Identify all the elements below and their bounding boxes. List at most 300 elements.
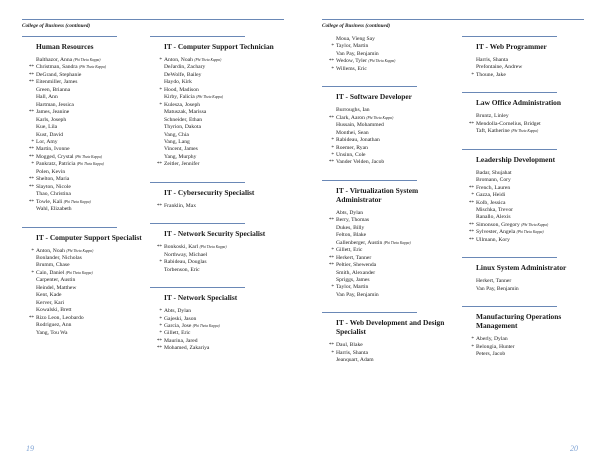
graduate-name: Maurina, Jared [164, 337, 198, 344]
graduate-name: Vincent, James [164, 146, 198, 153]
program-title: IT - Virtualization System Administrator [336, 185, 419, 204]
column-1 [22, 36, 147, 350]
graduate-name: Herkert, Tanner [336, 254, 372, 261]
graduate-name: Clark, Aaron [336, 114, 365, 121]
graduate-name: Badar, Shujahat [476, 169, 512, 176]
graduate-entry [462, 207, 587, 214]
phi-theta-kappa-note: (Phi Theta Kappa) [368, 59, 396, 64]
honors-mark: * [331, 144, 334, 151]
graduate-name: Kirby, Falicia [164, 94, 195, 101]
graduate-entry [150, 244, 275, 251]
graduate-entry [322, 36, 447, 43]
honors-mark: ** [468, 199, 474, 206]
graduate-name: Green, Brianna [36, 86, 71, 93]
honors-mark: ** [28, 146, 34, 153]
program-section [322, 180, 447, 299]
graduate-name: Van Pay, Benjamin [476, 285, 519, 292]
graduate-name: Karls, Joseph [36, 116, 67, 123]
graduate-entry [462, 170, 587, 177]
graduate-entry [150, 323, 275, 330]
phi-theta-kappa-note: (Phi Theta Kappa) [196, 95, 224, 100]
graduate-name: Taylor, Martin [336, 284, 369, 291]
graduate-name: Smith, Alexander [336, 269, 376, 276]
graduate-entry [150, 338, 275, 345]
graduate-entry [22, 322, 147, 329]
graduate-name: Wedow, Tyler [336, 58, 368, 65]
graduate-entry [22, 146, 147, 153]
graduate-entry [22, 72, 147, 79]
graduate-name: DeGrand, Stephanie [36, 71, 82, 78]
section-rule [150, 287, 245, 288]
graduate-name: Kolb, Jessica [476, 199, 506, 206]
graduate-entry [150, 64, 275, 71]
graduate-name: Aberly, Dylan [476, 336, 508, 343]
graduate-entry [22, 285, 147, 292]
program-section [150, 223, 275, 274]
program-section [22, 36, 147, 214]
graduate-entry [150, 308, 275, 315]
graduate-entry [150, 330, 275, 337]
graduate-entry [322, 107, 447, 114]
program-title: Law Office Administration [476, 98, 561, 108]
honors-mark: ** [468, 120, 474, 127]
honors-mark: * [31, 138, 34, 145]
graduate-name: Felton, Blake [336, 232, 367, 239]
graduate-entry [462, 177, 587, 184]
program-section [150, 287, 275, 353]
graduate-entry [322, 145, 447, 152]
graduate-entry [150, 203, 275, 210]
graduate-name: Kust, David [36, 131, 64, 138]
graduate-entry [22, 315, 147, 322]
graduate-name: Peltier, Shewenda [336, 262, 377, 269]
phi-theta-kappa-note: (Phi Theta Kappa) [521, 222, 549, 227]
honors-mark: * [31, 269, 34, 276]
honors-mark: ** [328, 159, 334, 166]
section-rule [322, 86, 417, 87]
graduate-name: Hall, Ann [36, 94, 58, 101]
honors-mark: * [159, 308, 162, 315]
graduate-entry [462, 214, 587, 221]
graduate-name: Rodriguez, Ann [36, 322, 72, 329]
section-rule [462, 149, 557, 150]
honors-mark: ** [28, 314, 34, 321]
graduate-entry [462, 72, 587, 79]
graduate-entry [322, 122, 447, 129]
graduate-name: Mendolla-Cornelius, Bridget [476, 120, 541, 127]
honors-mark: ** [328, 217, 334, 224]
section-rule [150, 223, 245, 224]
graduate-name: Ranallo, Alexis [476, 214, 511, 221]
program-title: IT - Web Development and Design Specialist [336, 318, 445, 337]
graduate-entry [22, 330, 147, 337]
phi-theta-kappa-note: (Phi Theta Kappa) [75, 154, 102, 159]
honors-mark: ** [328, 342, 334, 349]
program-title: IT - Web Programmer [476, 42, 547, 51]
graduate-name: Berry, Thomas [336, 217, 370, 224]
section-rule [462, 92, 557, 93]
graduate-name: Rizo Leon, Leobardo [36, 314, 84, 321]
phi-theta-kappa-note: (Phi Theta Kappa) [79, 65, 106, 70]
graduate-entry [22, 169, 147, 176]
phi-theta-kappa-note: (Phi Theta Kappa) [366, 115, 394, 120]
program-title: IT - Network Specialist [164, 293, 238, 303]
graduate-entry [462, 185, 587, 192]
graduate-entry [322, 210, 447, 217]
graduate-entry [322, 262, 447, 269]
graduate-entry [22, 206, 147, 213]
graduate-name: Thao, Christina [36, 191, 71, 198]
graduate-name: Hartman, Jessica [36, 101, 74, 108]
honors-mark: * [159, 315, 162, 322]
program-title: IT - Computer Support Specialist [36, 232, 142, 242]
graduate-entry [322, 51, 447, 58]
header-rule [322, 19, 584, 20]
section-rule [150, 36, 245, 37]
honors-mark: ** [156, 244, 162, 251]
graduate-entry [22, 109, 147, 116]
graduate-entry [322, 58, 447, 65]
graduate-entry [150, 316, 275, 323]
graduate-name: Thyrion, Dakota [164, 124, 201, 131]
page-number-left: 19 [26, 444, 34, 453]
graduate-name: Christman, Sandra [36, 64, 78, 71]
graduate-entry [150, 259, 275, 266]
program-section [462, 92, 587, 135]
honors-mark: * [471, 71, 474, 78]
graduate-name: Abts, Dylan [164, 308, 192, 315]
graduate-name: Shelton, Maria [36, 176, 70, 183]
honors-mark: * [159, 259, 162, 266]
graduate-name: Gillett, Eric [164, 330, 191, 337]
honors-mark: ** [28, 109, 34, 116]
graduate-name: Peters, Jacob [476, 351, 506, 358]
page-number-right: 20 [570, 444, 578, 453]
honors-mark: * [159, 322, 162, 329]
graduate-name: Torbenson, Eric [164, 266, 200, 273]
graduate-name: Roemer, Ryan [336, 144, 368, 151]
graduate-entry [462, 351, 587, 358]
graduate-name: Kue, Lila [36, 124, 58, 131]
honors-mark: * [331, 43, 334, 50]
honors-mark: * [471, 343, 474, 350]
program-title: Human Resources [36, 42, 94, 51]
graduate-entry [22, 191, 147, 198]
graduate-entry [322, 159, 447, 166]
section-rule [322, 180, 417, 181]
honors-mark: * [159, 86, 162, 93]
graduate-name: Kent, Kade [36, 292, 62, 299]
graduate-entry [322, 115, 447, 122]
graduate-entry [322, 217, 447, 224]
graduate-name: Gajeski, Jason [164, 315, 197, 322]
graduate-entry [462, 278, 587, 285]
graduate-entry [22, 132, 147, 139]
graduate-entry [150, 57, 275, 64]
graduate-entry [322, 137, 447, 144]
graduate-name: Thoune, Jake [476, 71, 506, 78]
program-title: Leadership Development [476, 154, 556, 164]
graduate-name: Bonkoski, Karl [164, 244, 199, 251]
program-title: IT - Computer Support Technician [164, 42, 274, 51]
honors-mark: ** [328, 58, 334, 65]
program-title: IT - Software Developer [336, 92, 412, 102]
program-section [150, 182, 275, 210]
graduate-entry [462, 192, 587, 199]
graduate-entry [22, 161, 147, 168]
honors-mark: ** [156, 202, 162, 209]
graduate-entry [462, 222, 587, 229]
honors-mark: ** [468, 229, 474, 236]
honors-mark: * [159, 330, 162, 337]
phi-theta-kappa-note: (Phi Theta Kappa) [194, 58, 222, 62]
graduate-entry [462, 229, 587, 236]
graduate-entry [322, 66, 447, 73]
honors-mark: ** [28, 183, 34, 190]
graduate-entry [22, 277, 147, 284]
graduate-entry [150, 161, 275, 168]
honors-mark: * [159, 57, 162, 63]
honors-mark: * [31, 161, 34, 168]
graduate-entry [22, 255, 147, 262]
graduate-name: Brumm, Chase [36, 262, 70, 269]
program-title: Linux System Administrator [476, 263, 567, 273]
honors-mark: * [331, 349, 334, 356]
graduate-name: Anton, Noah [164, 57, 193, 63]
graduate-name: Kulesza, Joseph [164, 101, 201, 108]
graduate-entry [150, 345, 275, 352]
honors-mark: ** [156, 337, 162, 344]
graduate-name: Rabideau, Douglas [164, 259, 207, 266]
phi-theta-kappa-note: (Phi Theta Kappa) [65, 270, 93, 275]
graduate-entry [462, 237, 587, 244]
section-rule [462, 257, 557, 258]
graduate-name: Pankratz, Patricia [36, 161, 76, 168]
graduate-entry [150, 102, 275, 109]
phi-theta-kappa-note: (Phi Theta Kappa) [73, 58, 101, 62]
graduate-name: Harris, Shanta [336, 349, 369, 356]
phi-theta-kappa-note: (Phi Theta Kappa) [516, 230, 544, 235]
phi-theta-kappa-note: (Phi Theta Kappa) [76, 162, 104, 167]
graduate-name: Franklin, Max [164, 202, 197, 209]
honors-mark: ** [28, 176, 34, 183]
section-rule [150, 182, 245, 183]
graduate-name: Burroughs, Ian [336, 107, 370, 114]
graduate-entry [150, 72, 275, 79]
section-rule [462, 306, 557, 307]
graduate-name: Bonlander, Nicholas [36, 254, 82, 261]
graduate-entry [22, 57, 147, 64]
graduate-entry [150, 94, 275, 101]
honors-mark: * [31, 247, 34, 254]
graduate-name: Cain, Daniel [36, 269, 65, 276]
honors-mark: ** [328, 254, 334, 261]
graduate-name: Taylor, Martin [336, 43, 369, 50]
graduate-entry [22, 184, 147, 191]
graduate-entry [322, 152, 447, 159]
graduate-entry [150, 132, 275, 139]
program-section [322, 312, 447, 364]
graduate-entry [462, 113, 587, 120]
graduate-entry [462, 64, 587, 71]
running-header: College of Business (continued) [322, 23, 391, 29]
graduate-name: Balthazor, Anna [36, 57, 73, 63]
graduate-name: Willems, Eric [336, 65, 367, 72]
graduate-name: James, Jeanine [36, 109, 70, 116]
phi-theta-kappa-note: (Phi Theta Kappa) [511, 129, 539, 134]
graduate-entry [462, 344, 587, 351]
graduate-name: Simonson, Gregory [476, 221, 520, 228]
graduate-entry [22, 94, 147, 101]
graduate-name: Hood, Madison [164, 86, 199, 93]
honors-mark: ** [28, 79, 34, 86]
graduate-name: Herkert, Tanner [476, 278, 512, 285]
graduate-name: Ullmann, Kory [476, 236, 510, 243]
graduate-entry [150, 267, 275, 274]
graduate-name: Sylvester, Angela [476, 229, 516, 236]
graduate-entry [462, 128, 587, 135]
graduate-entry [150, 139, 275, 146]
graduate-name: French, Lauren [476, 184, 511, 191]
honors-mark: * [331, 137, 334, 144]
graduate-name: Lor, Amy [36, 138, 58, 145]
graduate-name: Moua, Vieng Say [336, 36, 375, 42]
program-section [322, 36, 447, 73]
honors-mark: * [331, 247, 334, 254]
graduate-entry [322, 342, 447, 349]
running-header: College of Business (continued) [22, 23, 91, 29]
honors-mark: ** [28, 198, 34, 205]
graduate-name: Jeanquart, Adam [336, 357, 374, 364]
program-title: IT - Cybersecurity Specialist [164, 187, 255, 197]
graduate-entry [462, 286, 587, 293]
honors-mark: ** [156, 161, 162, 168]
graduate-name: Van Pay, Benjamin [336, 50, 379, 57]
graduate-name: DeWolfe, Bailey [164, 71, 202, 78]
graduate-entry [322, 232, 447, 239]
graduate-entry [22, 248, 147, 255]
graduate-entry [22, 270, 147, 277]
phi-theta-kappa-note: (Phi Theta Kappa) [63, 199, 91, 204]
honors-mark: ** [28, 153, 34, 160]
graduate-entry [322, 43, 447, 50]
section-rule [462, 36, 557, 37]
graduate-name: Gallenberger, Austin [336, 239, 383, 246]
left-page [12, 0, 292, 463]
program-section [462, 36, 587, 79]
graduate-name: Martin, Ivonne [36, 146, 70, 153]
section-rule [22, 227, 117, 228]
graduate-name: Haydo, Kirk [164, 79, 192, 86]
program-section [22, 227, 147, 337]
graduate-entry [150, 79, 275, 86]
graduate-name: Prefontaine, Andrew [476, 64, 523, 71]
graduate-entry [22, 124, 147, 131]
graduate-name: Taft, Katherine [476, 128, 510, 135]
graduate-name: Abts, Dylan [336, 209, 364, 216]
honors-mark: * [159, 101, 162, 108]
graduate-name: Mohamed, Zakariya [164, 345, 210, 352]
honors-mark: * [471, 192, 474, 199]
section-rule [322, 312, 417, 313]
graduate-name: Hussain, Mohammed [336, 122, 384, 129]
program-section [150, 36, 275, 169]
phi-theta-kappa-note: (Phi Theta Kappa) [192, 323, 220, 328]
graduate-name: Matuszak, Marissa [164, 109, 207, 116]
graduate-entry [322, 284, 447, 291]
graduate-name: Mischka, Trevor [476, 206, 513, 213]
honors-mark: * [331, 65, 334, 72]
graduate-entry [462, 336, 587, 343]
program-section [462, 149, 587, 245]
honors-mark: ** [28, 71, 34, 78]
graduate-name: DeJardin, Zachary [164, 64, 206, 71]
graduate-name: Polen, Kevin [36, 168, 66, 175]
honors-mark: ** [468, 184, 474, 191]
graduate-entry [322, 357, 447, 364]
honors-mark: ** [468, 221, 474, 228]
graduate-name: Vang, Chia [164, 131, 189, 138]
column-4 [462, 36, 587, 372]
graduate-entry [22, 199, 147, 206]
graduate-entry [322, 350, 447, 357]
graduate-entry [150, 124, 275, 131]
graduate-entry [322, 292, 447, 299]
graduate-name: Mogged, Crystal [36, 153, 74, 160]
graduate-name: Northway, Michael [164, 251, 208, 258]
graduate-entry [150, 252, 275, 259]
graduate-name: Monthei, Sean [336, 129, 369, 136]
column-3 [322, 36, 447, 378]
honors-mark: * [331, 151, 334, 158]
graduate-name: Heindel, Matthew [36, 284, 77, 291]
section-rule [22, 36, 117, 37]
graduate-entry [322, 247, 447, 254]
graduate-entry [322, 225, 447, 232]
honors-mark: ** [328, 262, 334, 269]
graduate-entry [22, 87, 147, 94]
graduate-name: Spriggs, James [336, 276, 370, 283]
graduate-entry [22, 154, 147, 161]
graduate-name: Harris, Shanta [476, 57, 509, 63]
graduate-name: Slayton, Nicole [36, 183, 71, 190]
graduate-entry [22, 307, 147, 314]
graduate-entry [22, 64, 147, 71]
graduate-entry [22, 102, 147, 109]
graduate-entry [22, 176, 147, 183]
phi-theta-kappa-note: (Phi Theta Kappa) [199, 245, 227, 250]
program-section [462, 306, 587, 358]
graduate-name: Gillett, Eric [336, 247, 363, 254]
graduate-entry [462, 200, 587, 207]
honors-mark: ** [468, 236, 474, 243]
honors-mark: * [331, 284, 334, 291]
graduate-name: Daul, Blake [336, 342, 363, 349]
graduate-entry [22, 262, 147, 269]
graduate-name: Vander Velden, Jacob [336, 159, 385, 166]
graduate-entry [150, 117, 275, 124]
graduate-entry [150, 109, 275, 116]
graduate-name: Bruntz, Linley [476, 113, 509, 120]
graduate-name: Unsinn, Cole [336, 151, 366, 158]
graduate-name: Dukes, Billy [336, 224, 365, 231]
phi-theta-kappa-note: (Phi Theta Kappa) [66, 248, 94, 253]
honors-mark: ** [328, 114, 334, 121]
graduate-name: Bromann, Cory [476, 177, 511, 184]
program-title: Manufacturing Operations Management [476, 312, 562, 331]
graduate-name: Zeitler, Jennifer [164, 161, 200, 168]
graduate-entry [22, 300, 147, 307]
